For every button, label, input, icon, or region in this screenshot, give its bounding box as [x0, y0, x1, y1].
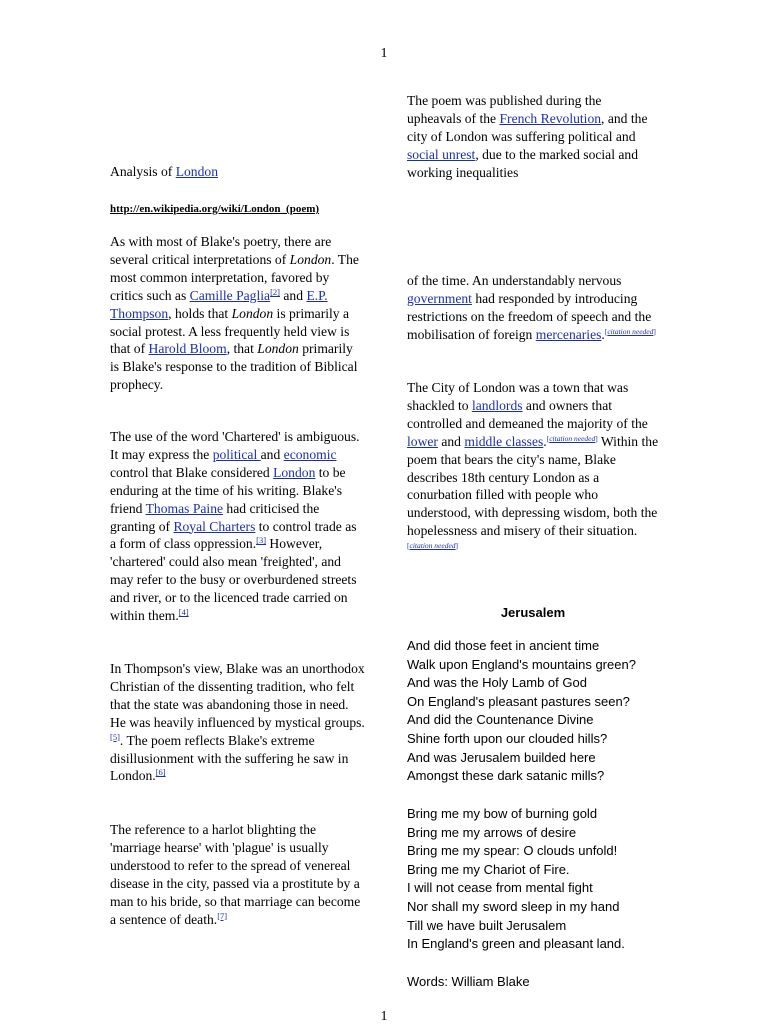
- citation-needed[interactable]: [citation needed]: [604, 326, 656, 336]
- poem-title: Jerusalem: [500, 605, 566, 620]
- text: control that Blake considered: [110, 464, 274, 480]
- political-link[interactable]: political: [212, 446, 261, 462]
- royal-charters-link[interactable]: Royal Charters: [173, 518, 256, 534]
- thomas-paine-link[interactable]: Thomas Paine: [145, 500, 224, 516]
- italic-london: London: [289, 251, 332, 267]
- poem-line: On England's pleasant pastures seen?: [407, 693, 630, 709]
- poem-line: Bring me my spear: O clouds unfold!: [407, 843, 618, 859]
- paragraph-interpretations: [110, 233, 365, 394]
- citation-needed-label: citation needed: [409, 541, 456, 551]
- text: and owners that controlled and demeaned the majority of the: [407, 397, 648, 431]
- citation-needed[interactable]: [citation needed]: [546, 433, 598, 443]
- analysis-heading: [110, 163, 365, 181]
- reference-3[interactable]: [3]: [256, 535, 267, 546]
- page-number-top: 1: [380, 46, 388, 61]
- social-unrest-link[interactable]: social unrest: [407, 146, 476, 162]
- poem-line: And was Jerusalem builded here: [407, 749, 596, 765]
- text: is primarily a social protest. A less frequently held view is that of: [110, 305, 350, 357]
- french-revolution-link[interactable]: French Revolution: [499, 110, 602, 126]
- text: primarily is Blake's response to the tradition of Biblical prophecy.: [110, 341, 358, 393]
- reference-4[interactable]: [4]: [178, 607, 189, 618]
- page-number-bottom: 1: [380, 1009, 388, 1024]
- text: had criticised the granting of: [110, 500, 320, 534]
- text: , that: [226, 341, 258, 357]
- text: and: [280, 287, 307, 303]
- poem-line: I will not cease from mental fight: [407, 880, 593, 896]
- london-link[interactable]: London: [175, 164, 218, 179]
- poem-stanza-2: [407, 805, 707, 954]
- text: .: [601, 326, 605, 342]
- poem-stanza-1: [407, 637, 707, 786]
- middle-classes-link[interactable]: middle classes: [464, 433, 544, 449]
- paragraph-chartered: [110, 428, 365, 625]
- citation-needed[interactable]: [citation needed]: [407, 541, 459, 551]
- text: to be enduring at the time of his writing. Blake's friend: [110, 464, 346, 516]
- poem-line: Walk upon England's mountains green?: [407, 656, 636, 672]
- landlords-link[interactable]: landlords: [471, 397, 523, 413]
- text: However, 'chartered' could also mean 'freighted', and may refer to the busy or overburdened streets and river, or to the licenced trade carried on within them.: [110, 536, 357, 624]
- text: , due to the marked social and working inequalities: [407, 146, 639, 180]
- reference-7[interactable]: [7]: [217, 910, 228, 921]
- text: In Thompson's view, Blake was an unorthodox Christian of the dissenting tradition, who felt that the state was abandoning those in need. He was heavily influenced by mystical groups.: [110, 661, 365, 730]
- london-city-link[interactable]: London: [273, 464, 316, 480]
- poem-line: Till we have built Jerusalem: [407, 917, 567, 933]
- text: , and the city of London was suffering political and: [407, 110, 648, 144]
- paragraph-harlot: [110, 821, 365, 928]
- text: . The most common interpretation, favored by critics such as: [110, 251, 359, 303]
- text: , holds that: [168, 305, 232, 321]
- paragraph-thompson-view: [110, 660, 365, 785]
- text: The use of the word 'Chartered' is ambiguous. It may express the: [110, 429, 360, 462]
- reference-6[interactable]: [6]: [155, 767, 166, 778]
- mercenaries-link[interactable]: mercenaries: [535, 326, 602, 342]
- text: The City of London was a town that was shackled to: [407, 380, 629, 413]
- poem-line: Amongst these dark satanic mills?: [407, 768, 605, 784]
- italic-london: London: [231, 305, 274, 321]
- government-link[interactable]: government: [407, 290, 472, 306]
- camille-paglia-link[interactable]: Camille Paglia: [189, 287, 271, 303]
- economic-link[interactable]: economic: [283, 446, 337, 462]
- text: to control trade as a form of class oppression.: [110, 518, 357, 552]
- text: of the time. An understandably nervous: [407, 273, 622, 288]
- text: The reference to a harlot blighting the 'marriage hearse' with 'plague' is usually understood to refer to the spread of venereal disease in the city, passed via a prostitute by a man to his bride, so that marriage can become a sentence of death.: [110, 822, 361, 927]
- source-url: [110, 199, 365, 219]
- poem-line: Bring me my Chariot of Fire.: [407, 861, 570, 877]
- text: . The poem reflects Blake's extreme disillusionment with the suffering he saw in London.: [110, 732, 349, 784]
- poem-line: And was the Holy Lamb of God: [407, 675, 587, 691]
- text: Within the poem that bears the city's name, Blake describes 18th century London as a conurbation filled with people who understood, with depressing wisdom, both the hopelessness and misery of their situation.: [407, 433, 659, 539]
- poem-credit: Words: William Blake: [407, 974, 530, 989]
- reference-5[interactable]: [5]: [110, 731, 120, 742]
- poem-line: Shine forth upon our clouded hills?: [407, 730, 608, 746]
- citation-needed-label: citation needed: [549, 433, 596, 443]
- ep-thompson-link[interactable]: E.P. Thompson: [110, 287, 328, 321]
- analysis-heading-prefix: Analysis of: [110, 164, 176, 179]
- text: As with most of Blake's poetry, there are several critical interpretations of: [110, 234, 332, 267]
- poem-line: Nor shall my sword sleep in my hand: [407, 898, 620, 914]
- poem-line: Bring me my arrows of desire: [407, 824, 577, 840]
- lower-link[interactable]: lower: [407, 433, 438, 449]
- text: The poem was published during the upheavals of the: [407, 93, 602, 126]
- text: and: [260, 446, 284, 462]
- italic-london: London: [257, 341, 299, 357]
- paragraph-publication: [407, 92, 659, 182]
- source-url-text[interactable]: http://en.wikipedia.org/wiki/London_(poem): [110, 203, 320, 215]
- text: .: [543, 433, 547, 449]
- poem-line: Bring me my bow of burning gold: [407, 806, 598, 821]
- citation-needed-label: citation needed: [607, 326, 654, 336]
- text: had responded by introducing restrictions on the freedom of speech and the mobilisation of foreign: [407, 290, 652, 342]
- paragraph-city-of-london: [407, 379, 659, 558]
- poem-line: And did the Countenance Divine: [407, 712, 594, 728]
- paragraph-government: [407, 272, 659, 344]
- harold-bloom-link[interactable]: Harold Bloom: [148, 341, 227, 357]
- poem-line: In England's green and pleasant land.: [407, 936, 625, 952]
- reference-2[interactable]: [2]: [270, 286, 280, 297]
- text: and: [437, 433, 465, 449]
- poem-line: And did those feet in ancient time: [407, 638, 600, 653]
